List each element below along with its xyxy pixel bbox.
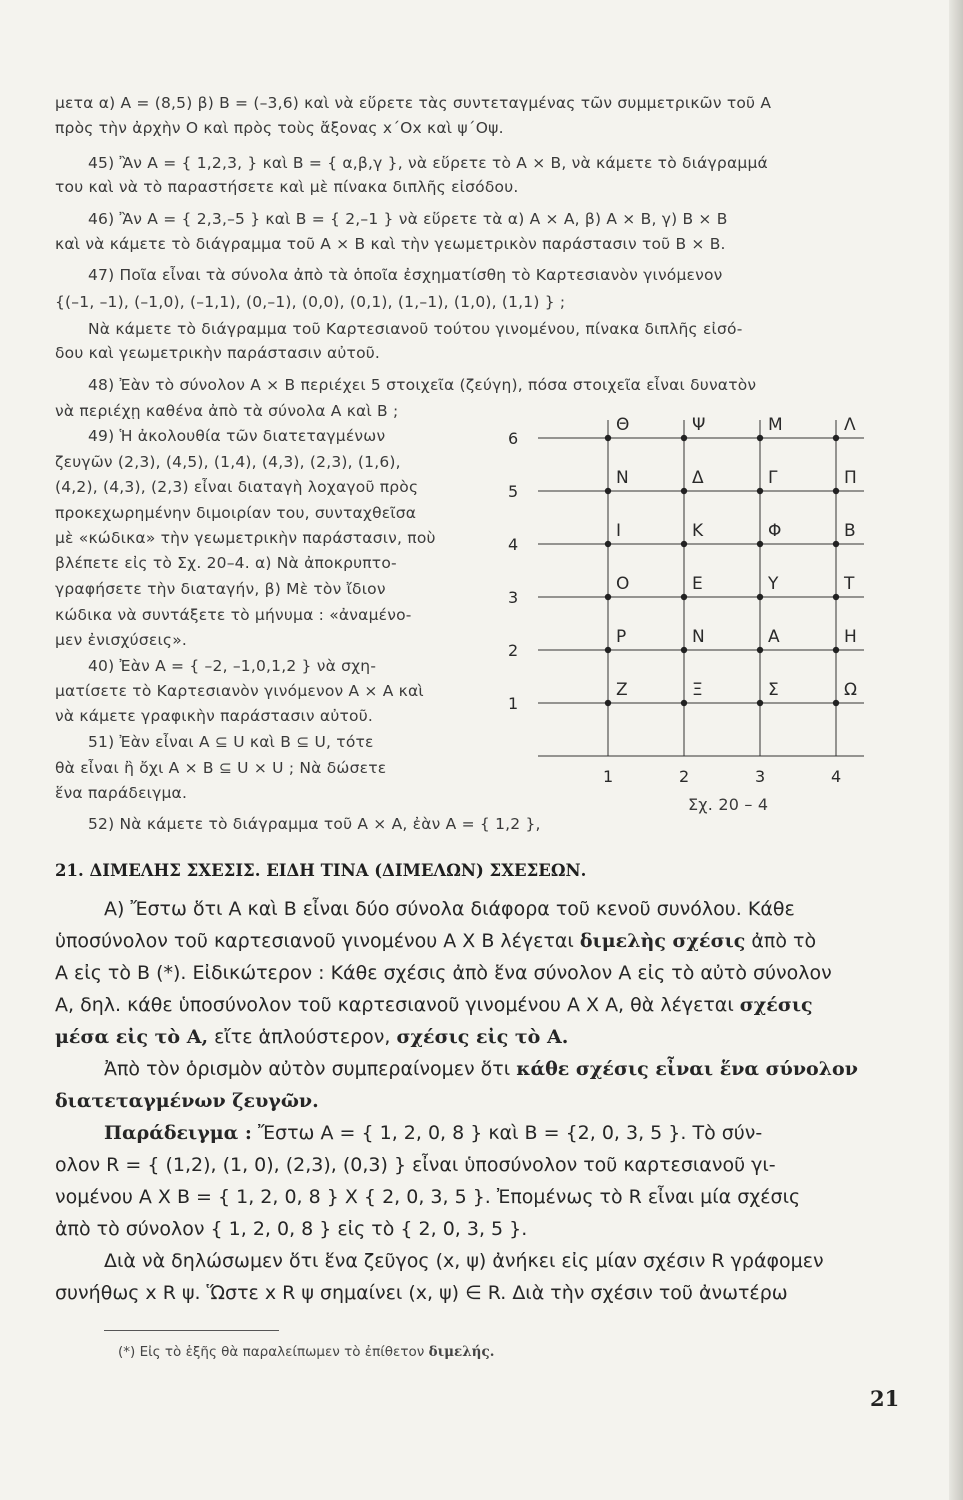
x-tick-label: 2 [679, 767, 690, 786]
code-letter: Σ [768, 680, 779, 700]
grid-point [681, 488, 687, 494]
y-tick-label: 5 [508, 482, 519, 501]
example-line: ἀπὸ τὸ σύνολον { 1, 2, 0, 8 } εἰς τὸ { 2, 0, 3, 5 }. [55, 1218, 528, 1240]
exercise-line: του καὶ νὰ τὸ παραστήσετε καὶ μὲ πίνακα διπλῆς εἰσόδου. [55, 178, 519, 196]
paragraph-line: μέσα εἰς τὸ Α, εἴτε ἁπλούστερον, σχέσις εἰς τὸ Α. [55, 1026, 569, 1048]
exercise-line: ζευγῶν (2,3), (4,5), (1,4), (4,3), (2,3), (1,6), [55, 453, 401, 471]
exercise-line: πρὸς τὴν ἀρχὴν Ο καὶ πρὸς τοὺς ἄξονας x΄Ox καὶ ψ΄Οψ. [55, 119, 504, 137]
exercise-line: ματίσετε τὸ Καρτεσιανὸν γινόμενον Α × Α καὶ [55, 682, 424, 700]
grid-point [757, 435, 763, 441]
grid-point [833, 488, 839, 494]
exercise-line: Νὰ κάμετε τὸ διάγραμμα τοῦ Καρτεσιανοῦ τούτου γινομένου, πίνακα διπλῆς εἰσό- [88, 320, 743, 338]
y-tick-label: 4 [508, 535, 519, 554]
grid-point [833, 647, 839, 653]
code-letter: Α [768, 627, 780, 647]
code-letter: Ι [616, 521, 622, 541]
grid-point [605, 488, 611, 494]
exercise-line: μὲ «κώδικα» τὴν γεωμετρικὴν παράστασιν, ποὺ [55, 529, 436, 547]
page-number: 21 [870, 1386, 900, 1411]
exercise-line: γραφήσετε τὴν διαταγήν, β) Μὲ τὸν ἴδιον [55, 580, 386, 598]
exercise-49: 49) Ἡ ἀκολουθία τῶν διατεταγμένων [88, 427, 386, 445]
grid-point [757, 647, 763, 653]
y-tick-label: 1 [508, 694, 519, 713]
code-letter: Η [844, 627, 857, 647]
paragraph-line: διατεταγμένων ζευγῶν. [55, 1090, 319, 1112]
grid-point [681, 700, 687, 706]
paragraph-line: Α εἰς τὸ Β (*). Εἰδικώτερον : Κάθε σχέσις ἀπὸ ἕνα σύνολον Α εἰς τὸ αὐτὸ σύνολον [55, 962, 832, 984]
exercise-line: νὰ περιέχῃ καθένα ἀπὸ τὰ σύνολα Α καὶ Β ; [55, 402, 399, 420]
exercise-52: 52) Νὰ κάμετε τὸ διάγραμμα τοῦ Α × Α, ἐὰν Α = { 1,2 }, [88, 815, 541, 833]
exercise-line: θὰ εἶναι ἢ ὄχι Α × Β ⊆ U × U ; Νὰ δώσετε [55, 759, 387, 777]
code-letter: Π [844, 468, 857, 488]
code-grid-figure [500, 382, 870, 802]
exercise-line: (4,2), (4,3), (2,3) εἶναι διαταγὴ λοχαγοῦ πρὸς [55, 478, 419, 496]
grid-point [833, 700, 839, 706]
y-tick-label: 3 [508, 588, 519, 607]
grid-point [681, 647, 687, 653]
grid-point [681, 594, 687, 600]
exercise-line: μεν ἐνισχύσεις». [55, 631, 188, 649]
paragraph-line: συνήθως x R ψ. Ὥστε x R ψ σημαίνει (x, ψ) ∈ R. Διὰ τὴν σχέσιν τοῦ ἀνωτέρω [55, 1282, 788, 1304]
exercise-48: 48) Ἐὰν τὸ σύνολον Α × Β περιέχει 5 στοιχεῖα (ζεύγη), πόσα στοιχεῖα εἶναι δυνατὸν [88, 376, 757, 394]
exercise-line: {(–1, –1), (–1,0), (–1,1), (0,–1), (0,0), (0,1), (1,–1), (1,0), (1,1) } ; [55, 293, 566, 311]
section-heading: 21. ΔΙΜΕΛΗΣ ΣΧΕΣΙΣ. ΕΙΔΗ ΤΙΝΑ (ΔΙΜΕΛΩΝ) ΣΧΕΣΕΩΝ. [55, 861, 587, 880]
paragraph-line: Α) Ἔστω ὅτι Α καὶ Β εἶναι δύο σύνολα διάφορα τοῦ κενοῦ συνόλου. Κάθε [104, 898, 795, 920]
paragraph-line: Α, δηλ. κάθε ὑποσύνολον τοῦ καρτεσιανοῦ γινομένου Α Χ Α, θὰ λέγεται σχέσις [55, 994, 813, 1016]
code-letter: Θ [616, 415, 630, 435]
exercise-line: μετα α) Α = (8,5) β) Β = (–3,6) καὶ νὰ εὕρετε τὰς συντεταγμένας τῶν συμμετρικῶν τοῦ Α [55, 94, 772, 112]
code-letter: Λ [844, 415, 856, 435]
grid-point [833, 594, 839, 600]
x-tick-label: 1 [603, 767, 614, 786]
grid-point [757, 541, 763, 547]
exercise-47: 47) Ποῖα εἶναι τὰ σύνολα ἀπὸ τὰ ὁποῖα ἐσχηματίσθη τὸ Καρτεσιανὸν γινόμενον [88, 266, 723, 284]
grid-point [605, 541, 611, 547]
exercise-line: κώδικα νὰ συντάξετε τὸ μήνυμα : «ἀναμένο- [55, 606, 412, 624]
grid-point [757, 594, 763, 600]
grid-point [605, 435, 611, 441]
paragraph-line: Διὰ νὰ δηλώσωμεν ὅτι ἕνα ζεῦγος (x, ψ) ἀνήκει εἰς μίαν σχέσιν R γράφομεν [104, 1250, 824, 1272]
page-edge-shadow [949, 0, 963, 1500]
y-tick-label: 2 [508, 641, 519, 660]
code-letter: Ψ [692, 415, 706, 435]
x-tick-label: 3 [755, 767, 766, 786]
exercise-line: δου καὶ γεωμετρικὴν παράστασιν αὐτοῦ. [55, 344, 381, 362]
example-line: ολον R = { (1,2), (1, 0), (2,3), (0,3) } εἶναι ὑποσύνολον τοῦ καρτεσιανοῦ γι- [55, 1154, 776, 1176]
code-letter: Ω [844, 680, 857, 700]
exercise-line: ἕνα παράδειγμα. [55, 784, 188, 802]
exercise-51: 51) Ἐὰν εἶναι Α ⊆ U καὶ Β ⊆ U, τότε [88, 733, 374, 751]
paragraph-line: Ἀπὸ τὸν ὁρισμὸν αὐτὸν συμπεραίνομεν ὅτι κάθε σχέσις εἶναι ἕνα σύνολον [104, 1058, 858, 1080]
example-line: νομένου Α Χ Β = { 1, 2, 0, 8 } Χ { 2, 0, 3, 5 }. Ἐπομένως τὸ R εἶναι μία σχέσις [55, 1186, 801, 1208]
code-letter: Φ [768, 521, 782, 541]
grid-point [757, 700, 763, 706]
code-letter: Κ [692, 521, 704, 541]
code-letter: Ξ [692, 680, 703, 700]
grid-point [681, 541, 687, 547]
exercise-line: νὰ κάμετε γραφικὴν παράστασιν αὐτοῦ. [55, 707, 374, 725]
grid-point [833, 541, 839, 547]
code-letter: Ν [616, 468, 629, 488]
exercise-line: βλέπετε εἰς τὸ Σχ. 20–4. α) Νὰ ἀποκρυπτο- [55, 554, 397, 572]
code-letter: Ζ [616, 680, 628, 700]
x-tick-label: 4 [831, 767, 842, 786]
code-letter: Ο [616, 574, 630, 594]
code-letter: Β [844, 521, 856, 541]
code-letter: Ν [692, 627, 705, 647]
exercise-line: προκεχωρημένην διμοιρίαν του, συνταχθεῖσα [55, 504, 417, 522]
example-line: Παράδειγμα : Ἔστω Α = { 1, 2, 0, 8 } καὶ Β = {2, 0, 3, 5 }. Τὸ σύν- [104, 1122, 763, 1144]
code-letter: Υ [768, 574, 779, 594]
grid-point [605, 700, 611, 706]
code-letter: Τ [844, 574, 855, 594]
grid-point [605, 647, 611, 653]
grid-point [833, 435, 839, 441]
footnote-rule [104, 1330, 279, 1331]
paragraph-line: ὑποσύνολον τοῦ καρτεσιανοῦ γινομένου Α Χ Β λέγεται διμελὴς σχέσις ἀπὸ τὸ [55, 930, 817, 952]
grid-point [681, 435, 687, 441]
exercise-45: 45) Ἂν Α = { 1,2,3, } καὶ Β = { α,β,γ }, νὰ εὕρετε τὸ Α × Β, νὰ κάμετε τὸ διάγραμμά [88, 154, 768, 172]
code-letter: Μ [768, 415, 783, 435]
exercise-40: 40) Ἐὰν Α = { –2, –1,0,1,2 } νὰ σχη- [88, 657, 377, 675]
figure-caption: Σχ. 20 – 4 [688, 795, 769, 814]
footnote: (*) Εἰς τὸ ἑξῆς θὰ παραλείπωμεν τὸ ἐπίθετον διμελής. [118, 1344, 495, 1360]
code-letter: Γ [768, 468, 778, 488]
grid-point [605, 594, 611, 600]
code-letter: Ε [692, 574, 703, 594]
code-letter: Ρ [616, 627, 627, 647]
code-letter: Δ [692, 468, 704, 488]
grid-point [757, 488, 763, 494]
y-tick-label: 6 [508, 429, 519, 448]
exercise-line: καὶ νὰ κάμετε τὸ διάγραμμα τοῦ Α × Β καὶ τὴν γεωμετρικὸν παράστασιν τοῦ Β × Β. [55, 235, 726, 253]
exercise-46: 46) Ἂν Α = { 2,3,–5 } καὶ Β = { 2,–1 } νὰ εὕρετε τὰ α) Α × Α, β) Α × Β, γ) Β × Β [88, 210, 728, 228]
